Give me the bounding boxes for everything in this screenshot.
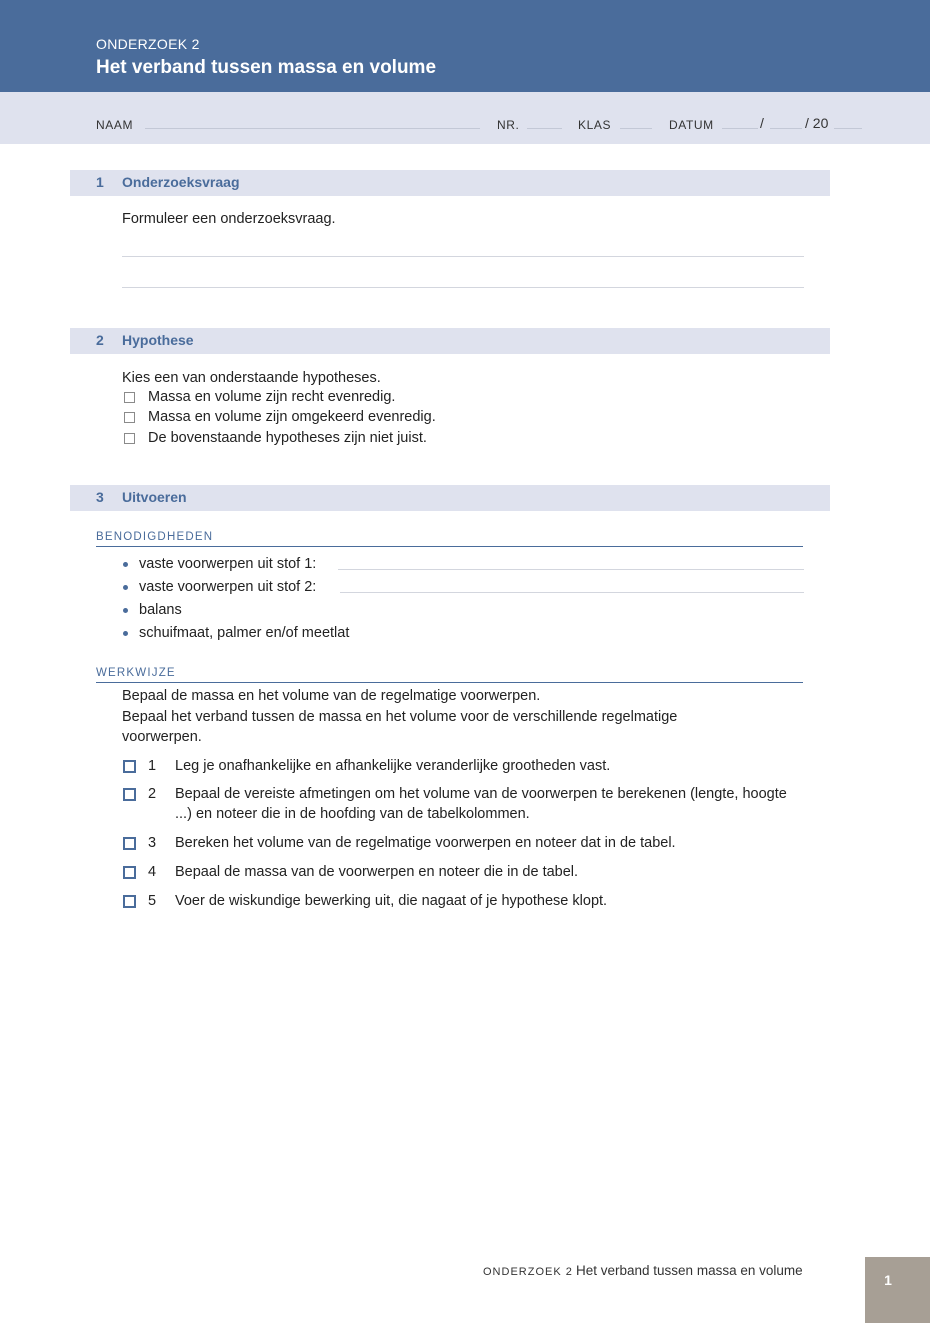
name-fields-band [0, 92, 930, 144]
step-text: Bepaal de massa van de voorwerpen en noteer die in de tabel. [175, 864, 579, 880]
bullet-icon [123, 585, 128, 590]
answer-line[interactable] [122, 256, 804, 257]
datum-month-field[interactable] [770, 128, 802, 129]
stof1-answer-line[interactable] [338, 569, 804, 570]
nr-label: NR. [497, 118, 520, 132]
werkwijze-intro-line: Bepaal de massa en het volume van de regelmatige voorwerpen. [122, 688, 541, 704]
werkwijze-intro-line: voorwerpen. [122, 729, 202, 745]
hypothese-option-2: Massa en volume zijn omgekeerd evenredig. [148, 409, 436, 425]
klas-field[interactable] [620, 128, 652, 129]
benodigdheden-item: balans [139, 602, 182, 618]
benodigdheden-item: vaste voorwerpen uit stof 1: [139, 556, 317, 572]
step-checkbox-1[interactable] [123, 760, 136, 773]
hypothese-option-3: De bovenstaande hypotheses zijn niet juist. [148, 430, 427, 446]
section-header-hypothese [70, 328, 830, 354]
footer-subtitle: ONDERZOEK 2 [483, 1266, 573, 1278]
werkwijze-heading: WERKWIJZE [96, 667, 176, 679]
hypothese-option-1: Massa en volume zijn recht evenredig. [148, 389, 396, 405]
section-title: Hypothese [122, 332, 194, 348]
step-text: Leg je onafhankelijke en afhankelijke veranderlijke grootheden vast. [175, 758, 611, 774]
naam-label: NAAM [96, 118, 134, 132]
date-year-prefix: / 20 [805, 115, 829, 131]
step-number: 4 [148, 864, 157, 880]
page-number-tab [865, 1257, 930, 1323]
answer-line[interactable] [122, 287, 804, 288]
section-number: 3 [96, 489, 104, 505]
benodigdheden-rule [96, 546, 803, 547]
datum-day-field[interactable] [722, 128, 758, 129]
footer-title: Het verband tussen massa en volume [576, 1263, 803, 1278]
benodigdheden-heading: BENODIGDHEDEN [96, 531, 214, 543]
step-number: 5 [148, 893, 157, 909]
step-text: Bepaal de vereiste afmetingen om het volume van de voorwerpen te berekenen (lengte, hoogte ...) en noteer die in de hoofding van de tabelkolommen. [175, 786, 787, 822]
benodigdheden-item: vaste voorwerpen uit stof 2: [139, 579, 317, 595]
hypothese-checkbox-1[interactable] [124, 392, 135, 403]
step-number: 1 [148, 758, 157, 774]
datum-label: DATUM [669, 118, 714, 132]
page-number: 1 [884, 1272, 892, 1288]
step-checkbox-4[interactable] [123, 866, 136, 879]
werkwijze-rule [96, 682, 803, 683]
werkwijze-intro-line: Bepaal het verband tussen de massa en het volume voor de verschillende regelmatige [122, 709, 678, 725]
klas-label: KLAS [578, 118, 612, 132]
naam-field[interactable] [145, 128, 480, 129]
step-checkbox-2[interactable] [123, 788, 136, 801]
step-number: 3 [148, 835, 157, 851]
bullet-icon [123, 608, 128, 613]
step-checkbox-3[interactable] [123, 837, 136, 850]
benodigdheden-item: schuifmaat, palmer en/of meetlat [139, 625, 350, 641]
onderzoeksvraag-instruction: Formuleer een onderzoeksvraag. [122, 211, 336, 227]
section-title: Onderzoeksvraag [122, 174, 240, 190]
header-subtitle: ONDERZOEK 2 [96, 36, 200, 52]
step-number: 2 [148, 786, 157, 802]
bullet-icon [123, 631, 128, 636]
section-header-onderzoeksvraag [70, 170, 830, 196]
section-number: 2 [96, 332, 104, 348]
step-text: Voer de wiskundige bewerking uit, die nagaat of je hypothese klopt. [175, 893, 608, 909]
hypothese-checkbox-3[interactable] [124, 433, 135, 444]
datum-year-field[interactable] [834, 128, 862, 129]
step-text: Bereken het volume van de regelmatige voorwerpen en noteer dat in de tabel. [175, 835, 676, 851]
step-checkbox-5[interactable] [123, 895, 136, 908]
section-header-uitvoeren [70, 485, 830, 511]
section-title: Uitvoeren [122, 489, 187, 505]
hypothese-checkbox-2[interactable] [124, 412, 135, 423]
date-separator: / [760, 115, 764, 131]
bullet-icon [123, 562, 128, 567]
nr-field[interactable] [527, 128, 562, 129]
hypothese-instruction: Kies een van onderstaande hypotheses. [122, 370, 381, 386]
section-number: 1 [96, 174, 104, 190]
page-title: Het verband tussen massa en volume [96, 57, 437, 78]
stof2-answer-line[interactable] [340, 592, 804, 593]
